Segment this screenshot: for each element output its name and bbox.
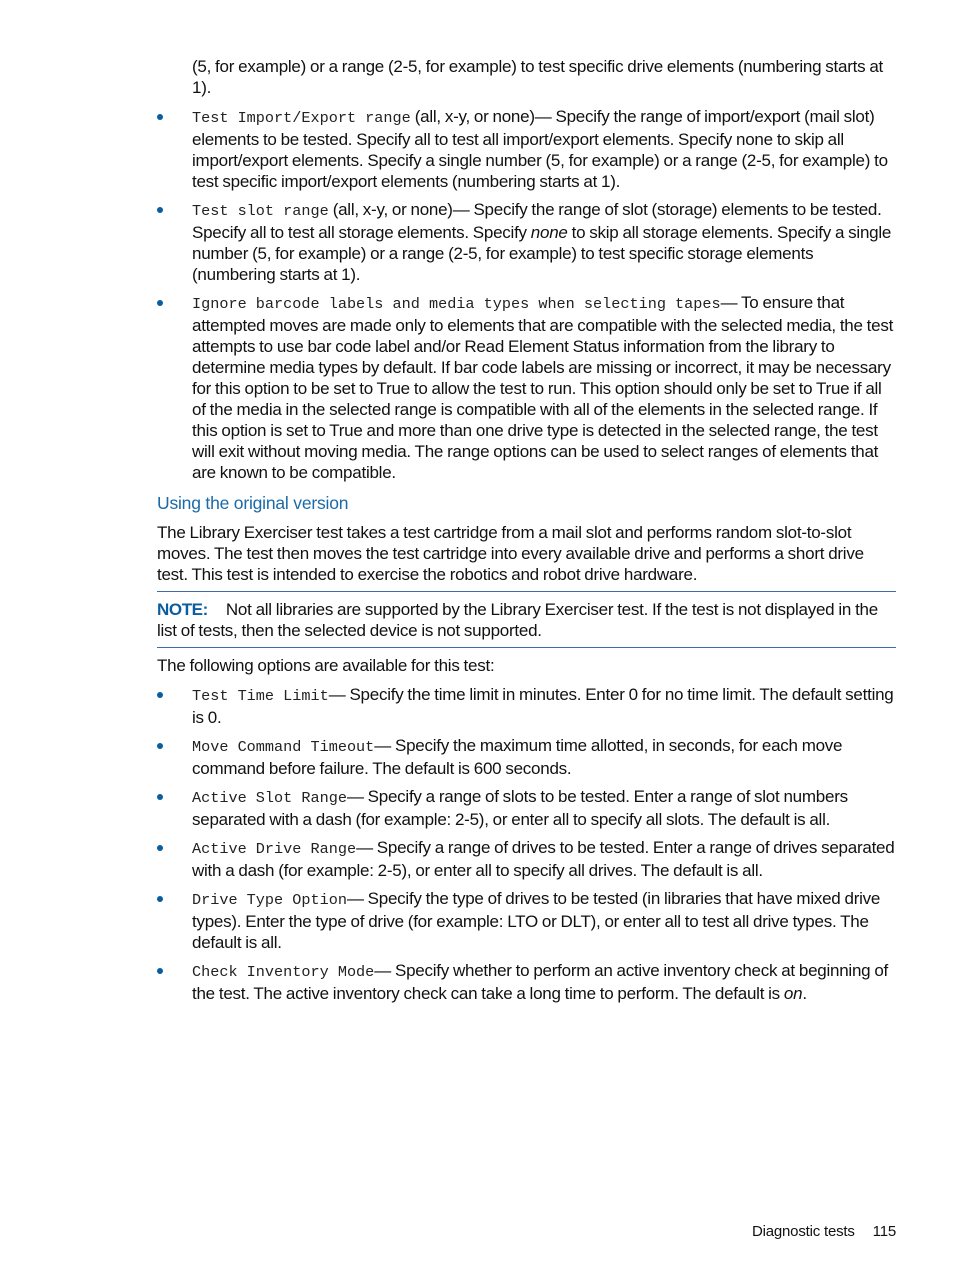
bullet-icon [157, 692, 163, 698]
options-list-1 [157, 106, 898, 490]
option-description: — Specify a range of slots to be tested. Enter a range of slot numbers separated with a dash (for example: 2-5), or enter all to specify all slots. The default is all. [192, 787, 848, 829]
list-item [157, 960, 898, 1004]
option-emphasis: none [530, 223, 568, 242]
list-item [157, 888, 898, 953]
option-description: — Specify the type of drives to be tested (in libraries that have mixed drive types). Enter the type of drive (for example: LTO or DLT), or enter all to test all drive types. The default is all. [192, 889, 881, 952]
option-description-end: . [802, 984, 807, 1003]
option-description: — Specify whether to perform an active inventory check at beginning of the test. The active inventory check can take a long time to perform. The default is [192, 961, 889, 1003]
page-number: 115 [872, 1223, 896, 1240]
list-item [157, 106, 898, 192]
bullet-icon [157, 300, 163, 306]
list-item [157, 684, 898, 728]
option-term: Test Time Limit [192, 687, 329, 705]
bullet-icon [157, 896, 163, 902]
option-description: — To ensure that attempted moves are made only to elements that are compatible with the selected media, the test attempts to use bar code label and/or Read Element Status information from the library to determine media types by default. If bar code labels are missing or incorrect, it may be necessary for this option to be set to True to allow the test to run. This option should only be set to True if all of the media in the selected range is compatible with all of the elements in the selected range. If this option is set to True and more than one drive type is detected in the selected range, the test will exit without moving media. The range options can be used to select ranges of elements that are known to be compatible. [192, 293, 894, 482]
option-description: — Specify the maximum time allotted, in seconds, for each move command before failure. The default is 600 seconds. [192, 736, 843, 778]
note-text: Not all libraries are supported by the Library Exerciser test. If the test is not displayed in the list of tests, then the selected device is not supported. [157, 600, 878, 640]
option-term: Check Inventory Mode [192, 963, 375, 981]
option-description: — Specify a range of drives to be tested. Enter a range of drives separated with a dash (for example: 2-5), or enter all to specify all drives. The default is all. [192, 838, 895, 880]
note-body [157, 599, 896, 641]
list-item [157, 786, 898, 830]
option-term: Active Slot Range [192, 789, 347, 807]
option-term: Ignore barcode labels and media types when selecting tapes [192, 295, 721, 313]
bullet-icon [157, 968, 163, 974]
option-description-end: to skip all storage elements. Specify a single number (5, for example) or a range (2-5, for example) to test specific storage elements (numbering starts at 1). [192, 223, 892, 284]
option-emphasis: on [783, 984, 803, 1003]
page-footer [752, 1223, 896, 1241]
bullet-icon [157, 794, 163, 800]
bullet-icon [157, 207, 163, 213]
section-heading: Using the original version [157, 493, 349, 513]
continuation-paragraph: (5, for example) or a range (2-5, for example) to test specific drive elements (numbering starts at 1). [192, 57, 883, 97]
option-description: (all, x-y, or none)— Specify the range of import/export (mail slot) elements to be tested. Specify all to test all import/export elements. Specify none to skip all import/export elements. Specify a single number (5, for example) or a range (2-5, for example) to test specific import/export elements (numbering starts at 1). [192, 107, 888, 191]
bullet-icon [157, 114, 163, 120]
option-term: Active Drive Range [192, 840, 357, 858]
option-term: Test Import/Export range [192, 109, 411, 127]
bullet-icon [157, 743, 163, 749]
option-description: — Specify the time limit in minutes. Enter 0 for no time limit. The default setting is 0. [192, 685, 894, 727]
list-item [157, 837, 898, 881]
note-label: NOTE: [157, 600, 208, 619]
option-description: (all, x-y, or none)— Specify the range of slot (storage) elements to be tested. Specify all to test all storage elements. Specify [192, 200, 882, 242]
footer-section-title: Diagnostic tests [751, 1223, 855, 1240]
option-term: Drive Type Option [192, 891, 347, 909]
bullet-icon [157, 845, 163, 851]
option-term: Move Command Timeout [192, 738, 375, 756]
note-box [157, 591, 896, 648]
list-item [157, 735, 898, 779]
intro-paragraph: The Library Exerciser test takes a test cartridge from a mail slot and performs random slot-to-slot moves. The test then moves the test cartridge into every available drive and performs a short drive test. This test is intended to exercise the robotics and robot drive hardware. [157, 523, 864, 584]
option-term: Test slot range [192, 202, 329, 220]
list-item [157, 292, 898, 483]
list-item [157, 199, 898, 285]
options-list-2 [157, 684, 898, 1011]
options-intro: The following options are available for this test: [157, 656, 495, 675]
